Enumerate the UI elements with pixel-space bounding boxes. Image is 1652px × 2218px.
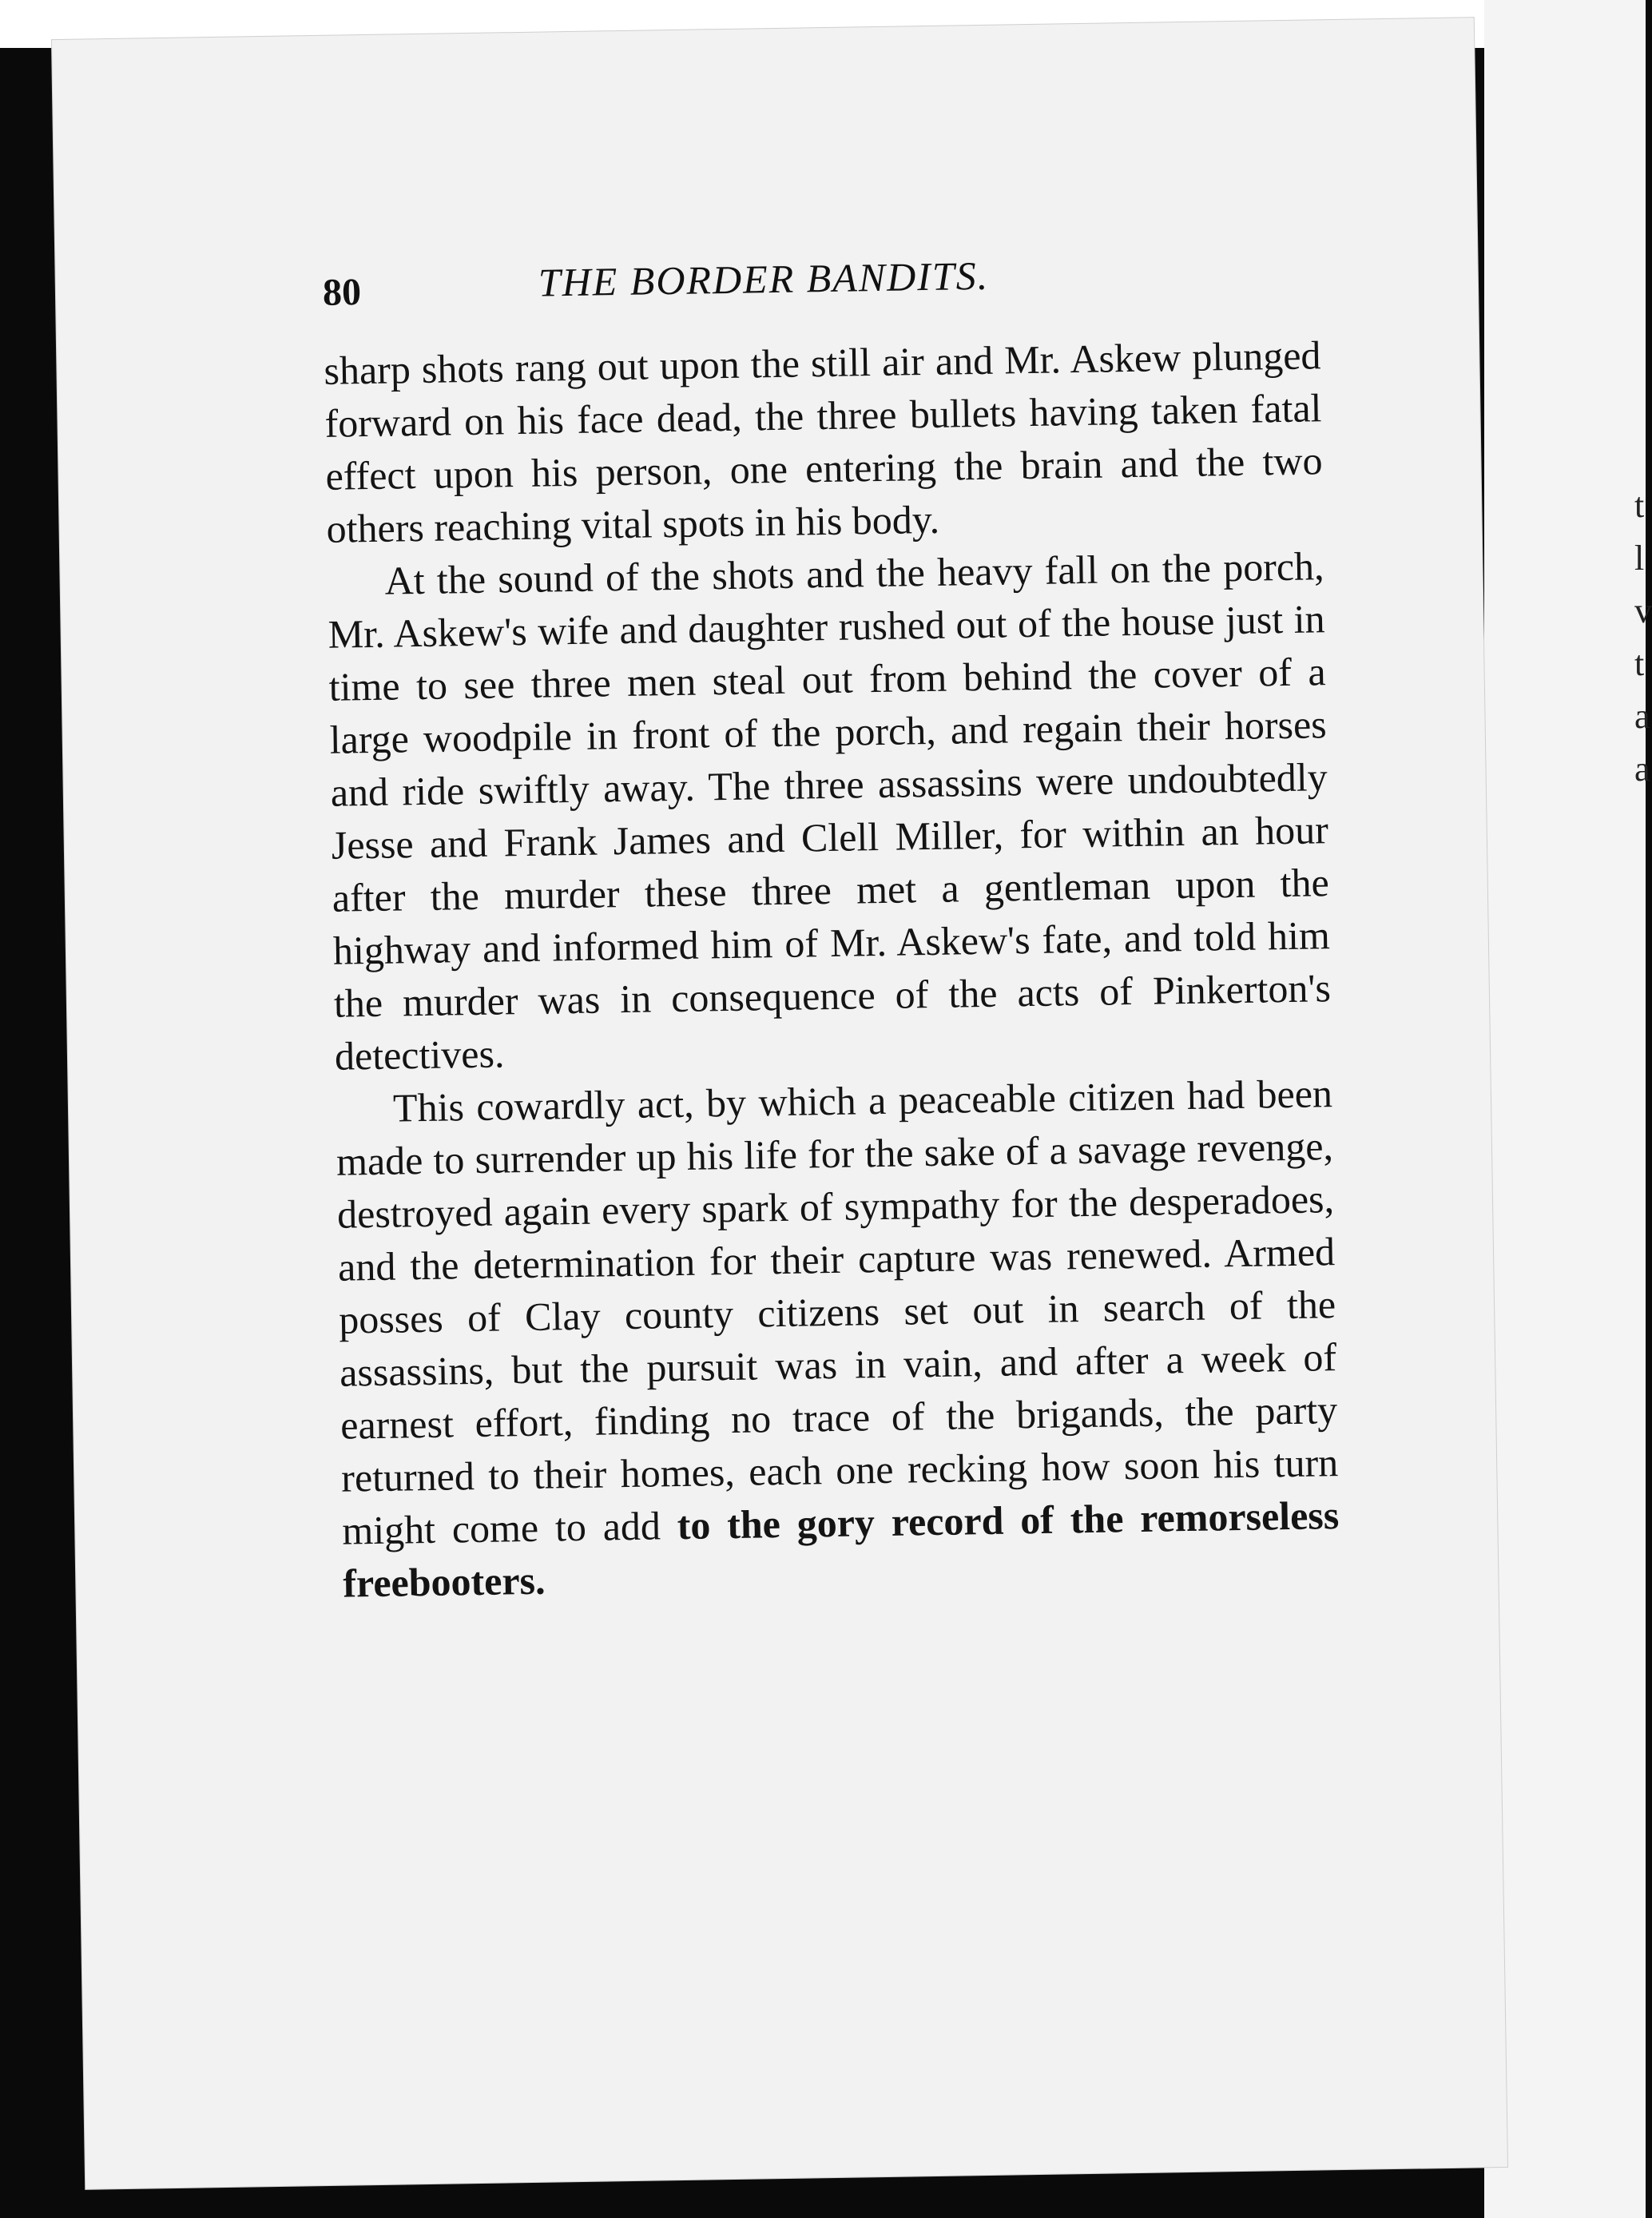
paragraph-2: At the sound of the shots and the heavy fall on the porch, Mr. Askew's wife and daughter rushed out of the house just in time to see three men steal out from behind the cover of a large woodpile in front of the porch, and regain their horses and ride swiftly away. The three assassins were undoubtedly Jesse and Frank James and Clell Miller, for within an hour after the murder these three met a gentleman upon the highway and informed him of Mr. Askew's fate, and told him the murder was in consequence of the acts of Pinkerton's detectives. (328, 543, 1332, 1079)
paragraph-3-text: This cowardly act, by which a peaceable citizen had been made to surrender up his life for the sake of a savage revenge, destroyed again every spark of sympathy for the desperadoes, and the determination for their capture was renewed. Armed posses of Clay county citizens set out in search of the assassins, but the pursuit was in vain, and after a week of earnest effort, finding no trace of the brigands, the party returned to their homes, each one recking how soon his turn might come to add (336, 1071, 1339, 1553)
facing-page-edge-text: t l v t a a (1634, 486, 1652, 789)
paragraph-3 (336, 1067, 1340, 1610)
paragraph-1: sharp shots rang out upon the still air and Mr. Askew plunged forward on his face dead, the three bullets having taken fatal effect upon his person, one entering the brain and the two others reaching vital spots in his body. (324, 332, 1323, 551)
body-text (324, 328, 1340, 1609)
running-title: THE BORDER BANDITS. (538, 252, 990, 305)
page-header (322, 243, 1185, 320)
page-number: 80 (322, 271, 362, 314)
book-page (52, 18, 1507, 2189)
paragraph-3-bold-ending: to the gory record of the remorseless freebooters. (342, 1493, 1340, 1606)
facing-page-strip (1484, 0, 1652, 2218)
